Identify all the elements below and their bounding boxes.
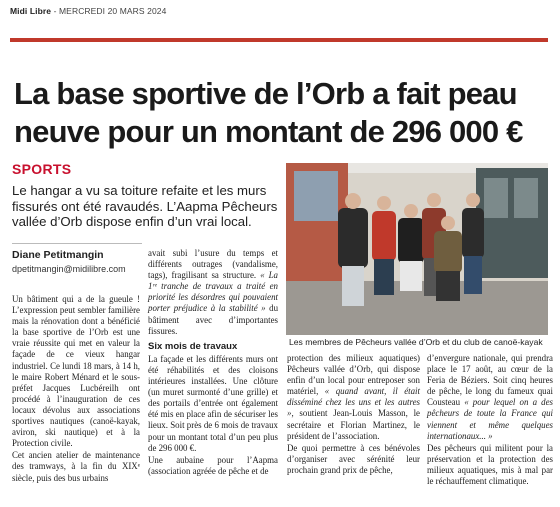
paragraph: Une aubaine pour l’Aapma (association agréée de pêche et de: [148, 454, 278, 476]
paragraph: La façade et les différents murs ont été réhabilités et des cloisons intérieures installées. Une clôture (un muret surmonté d’une grille) et des portails d’entrée ont également été mis en place afin de sécuriser les lieux. Soit près de 6 mois de travaux pour un montant total d’un peu plus de 296 000 €.: [148, 353, 278, 453]
article-lead: Le hangar a vu sa toiture refaite et les murs fissurés ont été ravaudés. L’Aapma Pêcheurs vallée d’Orb dispose enfin d’un vrai local.: [12, 183, 278, 230]
group-photo-illustration: [286, 163, 548, 335]
paragraph: d’envergure nationale, qui prendra place le 17 août, au cœur de la Feria de Béziers. Soit cinq heures de pêche, le long du fameux quai Cousteau « pour lequel on a des pêcheurs de toute la France qui viennent et même quelques internationaux... »: [427, 353, 553, 441]
paragraph: De quoi permettre à ces bénévoles d’organiser avec sérénité leur prochain grand prix de pêche,: [287, 442, 420, 475]
paragraph: protection des milieux aquatiques) Pêcheurs vallée d’Orb, qui dispose enfin d’un local pour entreposer son matériel, « quand avant, il était disséminé chez les uns et les autres », soutient Jean-Louis Masson, le secrétaire et Florian Martinez, le président de l’association.: [287, 353, 420, 441]
body-column-1: [12, 294, 140, 485]
quote: « pour lequel on a des pêcheurs de toute la France qui viennent et même quelques internationaux... »: [427, 397, 553, 441]
body-column-2: [148, 248, 278, 478]
paragraph: Des pêcheurs qui militent pour la préservation et la protection des milieux aquatiques, mis à mal par le réchauffement climatique.: [427, 442, 553, 487]
quote: « La 1ʳᵉ tranche de travaux a traité en priorité les désordres qui pouvaient porter préjudice à la stabilité »: [148, 270, 278, 314]
paragraph: avait subi l’usure du temps et différents outrages (vandalisme, tags), fragilisant sa structure. « La 1ʳᵉ tranche de travaux a traité en priorité les désordres qui pouvaient porter préjudice à la stabilité » du bâtiment avec d’importantes fissures.: [148, 248, 279, 336]
paragraph: Cet ancien atelier de maintenance des tramways, à la fin du XIXᵉ siècle, puis des bus urbains: [12, 450, 140, 483]
author-divider: [12, 243, 142, 244]
article-headline: La base sportive de l’Orb a fait peau neuve pour un montant de 296 000 €: [14, 76, 523, 149]
article-photo: [286, 163, 548, 335]
body-column-4: [427, 353, 553, 488]
section-label: SPORTS: [12, 161, 72, 177]
brand-name: Midi Libre: [10, 6, 52, 16]
body-column-3: [287, 353, 420, 477]
paragraph: Un bâtiment qui a de la gueule ! L’expression peut sembler familière mais la rénovation dont a bénéficié la base sportive de l’Orb est une vraie réussite qui met en valeur la façade de ce vieux hangar industriel. Ce lundi 18 mars, à 14 h, le maire Robert Ménard et le sous-préfet Jacques Lucbéreilh ont procédé à l’inauguration de ces locaux dévolus aux associations sportives nautiques (canoë-kayak, aviron, ski nautique) et à la Protection civile.: [12, 294, 140, 449]
author-name: Diane Petitmangin: [12, 249, 104, 261]
author-email[interactable]: dpetitmangin@midilibre.com: [12, 264, 126, 274]
photo-caption: Les membres de Pêcheurs vallée d’Orb et du club de canoë-kayak: [289, 337, 543, 347]
header-rule: [10, 38, 548, 42]
quote: « quand avant, il était disséminé chez les uns et les autres »: [287, 386, 420, 419]
header-separator: -: [51, 6, 59, 16]
page-date: MERCREDI 20 MARS 2024: [59, 6, 167, 16]
page-header: [10, 6, 166, 16]
subheading: Six mois de travaux: [148, 340, 238, 352]
